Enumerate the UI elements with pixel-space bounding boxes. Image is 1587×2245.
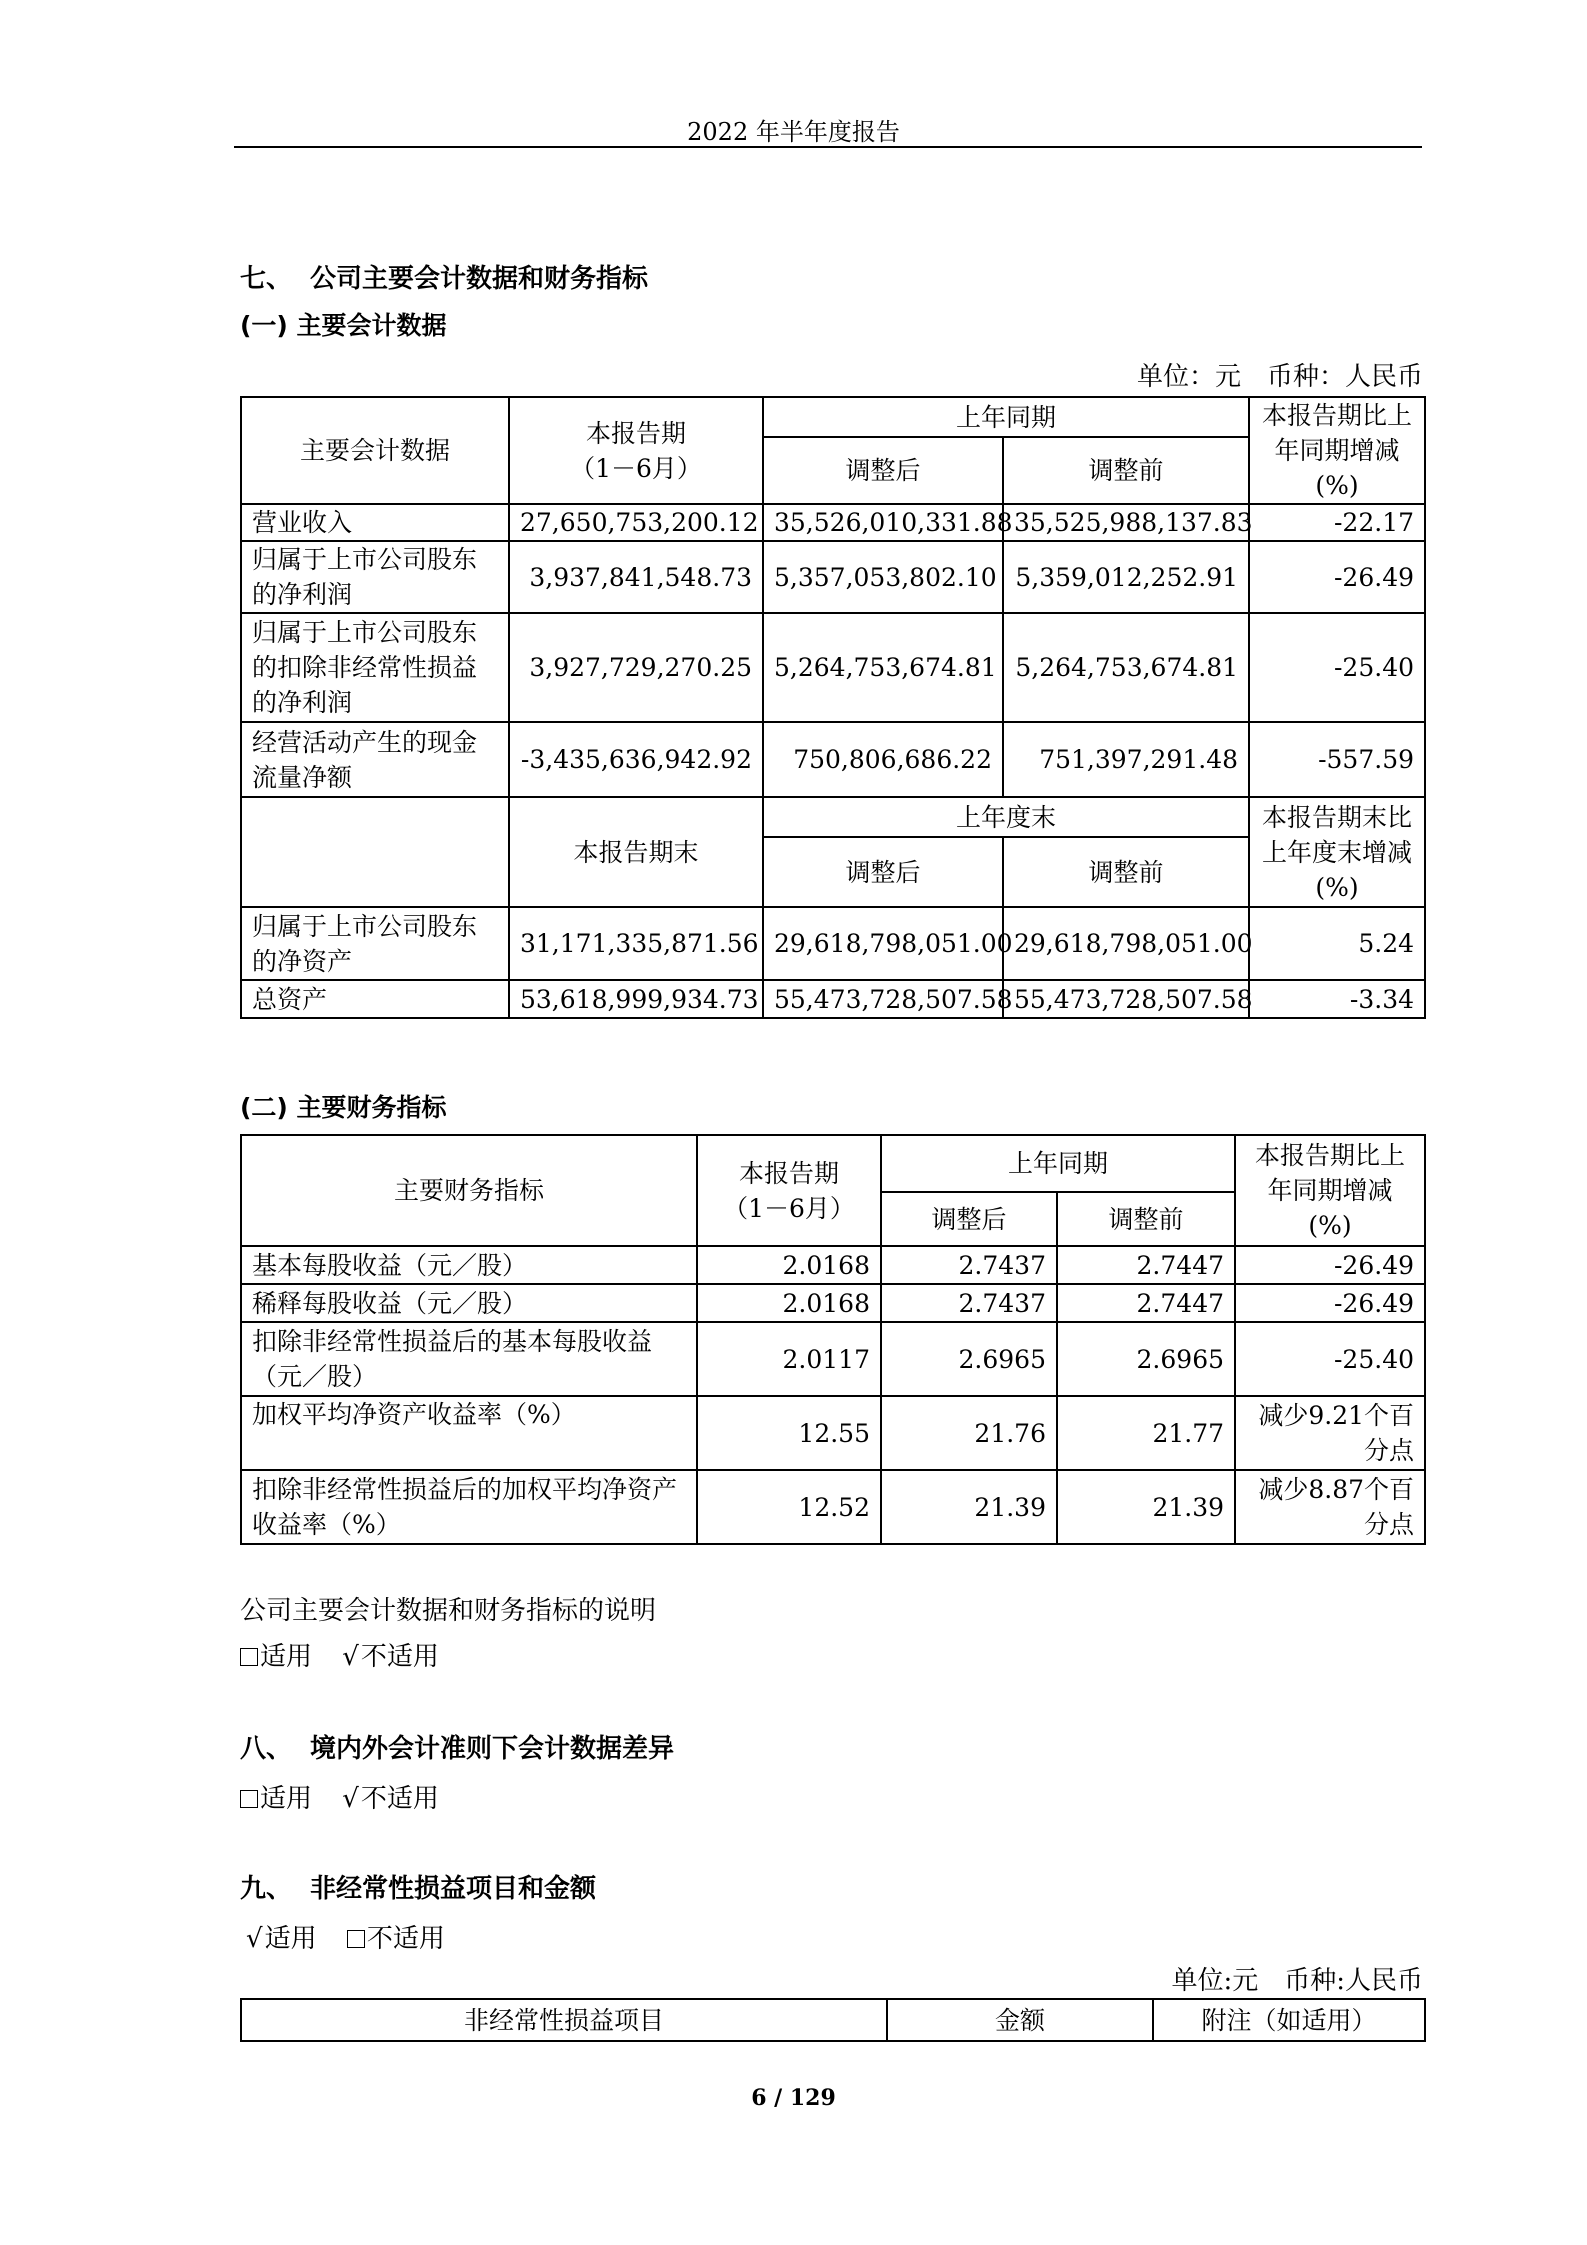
t2-row-label: 加权平均净资产收益率（%） (241, 1396, 697, 1470)
t1-row-before: 5,359,012,252.91 (1003, 541, 1249, 613)
t1-header-adjusted-after: 调整后 (763, 437, 1003, 504)
section-8-title: 境内外会计准则下会计数据差异 (310, 1734, 675, 1764)
t2-row-current: 12.52 (697, 1470, 881, 1544)
t1-row-after: 55,473,728,507.58 (763, 980, 1003, 1018)
section-7-number: 七、 (240, 264, 293, 294)
table3-unit-line (1171, 1960, 1423, 1997)
t2-row-after: 2.6965 (881, 1322, 1057, 1396)
header-divider (234, 146, 1422, 148)
t2-header-current-line1: 本报告期 (738, 1158, 839, 1188)
t1-row-current: 3,937,841,548.73 (509, 541, 763, 613)
t2-header-lastyear: 上年同期 (881, 1135, 1235, 1192)
t1-header-current (509, 397, 763, 504)
t3-header-item: 非经常性损益项目 (241, 1999, 887, 2041)
t2-row-before: 21.39 (1057, 1470, 1235, 1544)
option-applicable[interactable] (240, 1636, 312, 1673)
financial-indicators-table (240, 1134, 1426, 1545)
t1-header-adjusted-before: 调整前 (1003, 437, 1249, 504)
section-9-applicability (246, 1918, 445, 1955)
subsection-financial-indicators-title: (二) 主要财务指标 (240, 1093, 447, 1122)
t1-header2-current: 本报告期末 (509, 797, 763, 907)
option-not-applicable[interactable] (342, 1778, 439, 1815)
t1-header-item: 主要会计数据 (241, 397, 509, 504)
option-not-applicable-label: 不适用 (360, 1642, 439, 1672)
option-applicable-label: 适用 (260, 1784, 313, 1814)
empty-checkbox-icon (240, 1648, 258, 1666)
t2-row-before: 2.7447 (1057, 1246, 1235, 1284)
t2-row-change: 减少9.21个百分点 (1235, 1396, 1425, 1470)
table1-unit: 单位：元 (1136, 362, 1241, 392)
empty-checkbox-icon (240, 1790, 258, 1808)
t2-row-before: 21.77 (1057, 1396, 1235, 1470)
t1-row-change: -25.40 (1249, 613, 1425, 722)
option-applicable-label: 适用 (260, 1642, 313, 1672)
t1-row-current: -3,435,636,942.92 (509, 722, 763, 797)
table3-currency: 币种:人民币 (1284, 1966, 1423, 1996)
section-8-heading (240, 1728, 674, 1765)
t1-row-label: 营业收入 (241, 504, 509, 541)
t2-row-current: 2.0168 (697, 1284, 881, 1322)
t2-row-change: -26.49 (1235, 1246, 1425, 1284)
t2-row-change: -26.49 (1235, 1284, 1425, 1322)
table-row (241, 1470, 1425, 1544)
checkmark-icon: √ (342, 1784, 359, 1814)
t1-row-current: 31,171,335,871.56 (509, 907, 763, 980)
t1-header2-adjusted-before: 调整前 (1003, 837, 1249, 907)
subsection-accounting-data-title: (一) 主要会计数据 (240, 311, 447, 340)
section-7-applicability (240, 1636, 439, 1673)
table1-currency: 币种：人民币 (1266, 362, 1423, 392)
table1-unit-line (1137, 356, 1423, 393)
option-applicable[interactable] (246, 1918, 317, 1955)
t2-row-before: 2.6965 (1057, 1322, 1235, 1396)
t3-header-amount: 金额 (887, 1999, 1153, 2041)
option-applicable[interactable] (240, 1778, 312, 1815)
t1-row-after: 750,806,686.22 (763, 722, 1003, 797)
t2-header-adjusted-before: 调整前 (1057, 1192, 1235, 1246)
t2-row-after: 21.39 (881, 1470, 1057, 1544)
t1-row-label: 归属于上市公司股东的净资产 (241, 907, 509, 980)
section-9-title: 非经常性损益项目和金额 (310, 1874, 597, 1904)
t1-row-before: 5,264,753,674.81 (1003, 613, 1249, 722)
t1-row-change: -22.17 (1249, 504, 1425, 541)
table-row (241, 613, 1425, 722)
t2-header-current (697, 1135, 881, 1246)
t1-header-lastyear: 上年同期 (763, 397, 1249, 437)
t1-row-before: 35,525,988,137.83 (1003, 504, 1249, 541)
t1-row-after: 35,526,010,331.88 (763, 504, 1003, 541)
t1-row-after: 5,264,753,674.81 (763, 613, 1003, 722)
t1-row-current: 53,618,999,934.73 (509, 980, 763, 1018)
t2-row-current: 2.0168 (697, 1246, 881, 1284)
t2-row-current: 2.0117 (697, 1322, 881, 1396)
t1-header2-lastyear: 上年度末 (763, 797, 1249, 837)
t1-row-after: 5,357,053,802.10 (763, 541, 1003, 613)
t2-row-label: 扣除非经常性损益后的加权平均净资产收益率（%） (241, 1470, 697, 1544)
t1-row-before: 55,473,728,507.58 (1003, 980, 1249, 1018)
t1-header-current-line2: （1－6月） (570, 453, 702, 483)
t2-row-change: -25.40 (1235, 1322, 1425, 1396)
t2-row-current: 12.55 (697, 1396, 881, 1470)
t1-row-change: -3.34 (1249, 980, 1425, 1018)
table-row (241, 1322, 1425, 1396)
table-row (241, 907, 1425, 980)
empty-checkbox-icon (347, 1930, 365, 1948)
table-row (241, 1284, 1425, 1322)
t1-row-before: 29,618,798,051.00 (1003, 907, 1249, 980)
table-row (241, 541, 1425, 613)
option-applicable-label: 适用 (264, 1924, 317, 1954)
table-row (241, 1396, 1425, 1470)
section-9-heading (240, 1868, 596, 1905)
table3-unit: 单位:元 (1171, 1966, 1259, 1996)
section-7-heading (240, 258, 648, 295)
non-recurring-items-table (240, 1998, 1426, 2042)
t2-header-current-line2: （1－6月） (723, 1193, 855, 1223)
t1-header2-change: 本报告期末比上年度末增减(%) (1249, 797, 1425, 907)
t1-row-label: 总资产 (241, 980, 509, 1018)
t2-header-adjusted-after: 调整后 (881, 1192, 1057, 1246)
t3-header-note: 附注（如适用） (1153, 1999, 1425, 2041)
t1-header2-adjusted-after: 调整后 (763, 837, 1003, 907)
t1-row-label: 经营活动产生的现金流量净额 (241, 722, 509, 797)
t1-row-after: 29,618,798,051.00 (763, 907, 1003, 980)
t1-row-current: 3,927,729,270.25 (509, 613, 763, 722)
t1-header2-blank (241, 797, 509, 907)
t2-row-label: 稀释每股收益（元／股） (241, 1284, 697, 1322)
t2-row-change: 减少8.87个百分点 (1235, 1470, 1425, 1544)
t2-row-label: 扣除非经常性损益后的基本每股收益（元／股） (241, 1322, 697, 1396)
section-7-title: 公司主要会计数据和财务指标 (310, 264, 649, 294)
t1-row-label: 归属于上市公司股东的净利润 (241, 541, 509, 613)
t1-header-current-line1: 本报告期 (585, 418, 686, 448)
t1-row-change: -26.49 (1249, 541, 1425, 613)
report-header-title: 2022 年半年度报告 (687, 118, 900, 146)
t2-row-after: 2.7437 (881, 1284, 1057, 1322)
option-not-applicable[interactable] (342, 1636, 439, 1673)
page-number: 6 / 129 (751, 2085, 836, 2111)
t2-row-after: 21.76 (881, 1396, 1057, 1470)
table-row (241, 722, 1425, 797)
t2-row-before: 2.7447 (1057, 1284, 1235, 1322)
t2-row-label: 基本每股收益（元／股） (241, 1246, 697, 1284)
accounting-data-table (240, 396, 1426, 1019)
table-row (241, 980, 1425, 1018)
t1-row-change: -557.59 (1249, 722, 1425, 797)
t2-header-change: 本报告期比上年同期增减(%) (1235, 1135, 1425, 1246)
t1-row-change: 5.24 (1249, 907, 1425, 980)
section-7-note-title: 公司主要会计数据和财务指标的说明 (240, 1596, 657, 1626)
table-row (241, 1246, 1425, 1284)
t1-row-current: 27,650,753,200.12 (509, 504, 763, 541)
section-8-number: 八、 (240, 1734, 293, 1764)
t1-header-change: 本报告期比上年同期增减(%) (1249, 397, 1425, 504)
option-not-applicable-label: 不适用 (366, 1924, 445, 1954)
table-row (241, 504, 1425, 541)
section-9-number: 九、 (240, 1874, 293, 1904)
t1-row-label: 归属于上市公司股东的扣除非经常性损益的净利润 (241, 613, 509, 722)
option-not-applicable-label: 不适用 (360, 1784, 439, 1814)
checkmark-icon: √ (342, 1642, 359, 1672)
option-not-applicable[interactable] (347, 1918, 445, 1955)
t1-row-before: 751,397,291.48 (1003, 722, 1249, 797)
section-8-applicability (240, 1778, 439, 1815)
t2-row-after: 2.7437 (881, 1246, 1057, 1284)
t2-header-item: 主要财务指标 (241, 1135, 697, 1246)
checkmark-icon: √ (246, 1924, 263, 1954)
